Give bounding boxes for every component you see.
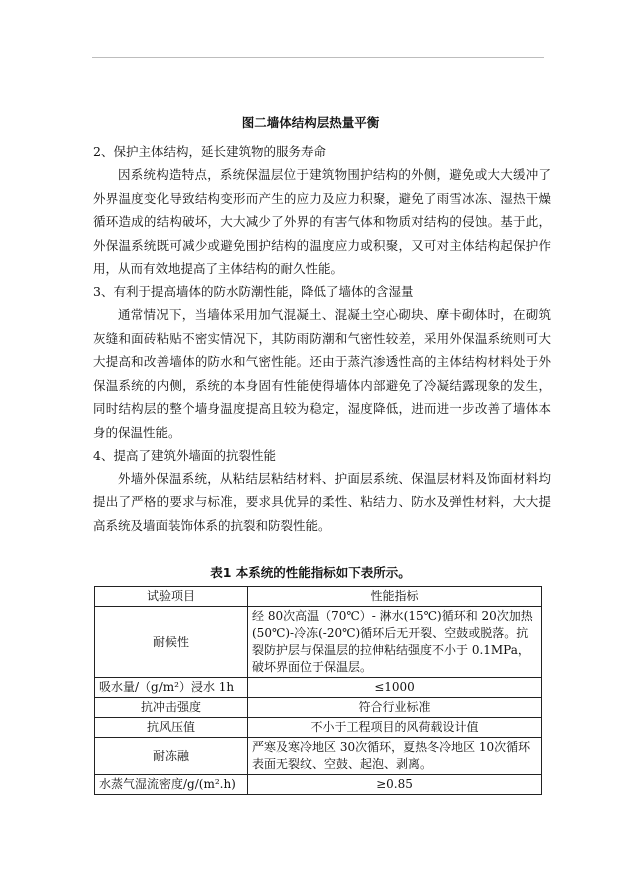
- section-crack-resistance: [93, 445, 551, 538]
- performance-table: [94, 586, 542, 795]
- table-row: [95, 698, 542, 718]
- header-performance-index: 性能指标: [248, 587, 542, 607]
- section-protect-structure: [93, 141, 551, 281]
- performance-value-cell: ≥0.85: [248, 775, 542, 795]
- section-paragraph: 通常情况下，当墙体采用加气混凝土、混凝土空心砌块、摩卡砌体时，在砌筑灰缝和面砖粘贴不密实情况下，其防雨防潮和气密性较差，采用外保温系统则可大大提高和改善墙体的防水和气密性能。还由于蒸汽渗透性高的主体结构材料处于外保温系统的内侧，系统的本身固有性能使得墙体内部避免了冷凝结露现象的发生，同时结构层的整个墙身温度提高且较为稳定，湿度降低，进而进一步改善了墙体本身的保温性能。: [93, 306, 551, 440]
- section-paragraph: 外墙外保温系统，从粘结层粘结材料、护面层系统、保温层材料及饰面材料均提出了严格的要求与标准，要求具优异的柔性、粘结力、防水及弹性材料，大大提高系统及墙面装饰体系的抗裂和防裂性能。: [93, 470, 551, 533]
- performance-value-cell: 不小于工程项目的风荷载设计值: [248, 718, 542, 738]
- test-item-cell: 抗冲击强度: [95, 698, 248, 718]
- table-row: [95, 718, 542, 738]
- body-text: [93, 141, 551, 537]
- test-item-cell: 耐候性: [95, 607, 248, 678]
- performance-value-cell: 严寒及寒冷地区 30次循环，夏热冬冷地区 10次循环表面无裂纹、空鼓、起泡、剥离。: [248, 738, 542, 775]
- figure-caption: 图二墙体结构层热量平衡: [241, 115, 380, 130]
- performance-value-cell: 经 80次高温（70℃）- 淋水(15℃)循环和 20次加热(50℃)-冷冻(-20℃)循环后无开裂、空鼓或脱落。抗裂防护层与保温层的拉伸粘结强度不小于 0.1MPa，破坏界面位于保温层。: [248, 607, 542, 678]
- section-waterproof: [93, 281, 551, 445]
- table-title: 表1 本系统的性能指标如下表所示。: [210, 565, 411, 580]
- table-row: [95, 775, 542, 795]
- table-header-row: [95, 587, 542, 607]
- test-item-cell: 水蒸气湿流密度/g/(m².h): [95, 775, 248, 795]
- table-row: [95, 738, 542, 775]
- test-item-cell: 抗风压值: [95, 718, 248, 738]
- section-heading: 4、提高了建筑外墙面的抗裂性能: [93, 447, 276, 463]
- performance-value-cell: ≤1000: [248, 678, 542, 698]
- section-paragraph: 因系统构造特点，系统保温层位于建筑物围护结构的外侧，避免或大大缓冲了外界温度变化导致结构变形而产生的应力及应力积聚，避免了雨雪冰冻、湿热干燥循环造成的结构破坏，大大减少了外界的有害气体和物质对结构的侵蚀。基于此，外保温系统既可减少或避免围护结构的温度应力或积聚，又可对主体结构起保护作用，从而有效地提高了主体结构的耐久性能。: [93, 167, 551, 277]
- table-row: [95, 678, 542, 698]
- performance-value-cell: 符合行业标准: [248, 698, 542, 718]
- header-rule: [92, 57, 544, 58]
- section-heading: 2、保护主体结构，延长建筑物的服务寿命: [93, 144, 326, 159]
- test-item-cell: 耐冻融: [95, 738, 248, 775]
- header-test-item: 试验项目: [95, 587, 248, 607]
- table-row: [95, 607, 542, 678]
- section-heading: 3、有利于提高墙体的防水防潮性能，降低了墙体的含湿量: [93, 283, 414, 299]
- test-item-cell: 吸水量/（g/m²）浸水 1h: [95, 678, 248, 698]
